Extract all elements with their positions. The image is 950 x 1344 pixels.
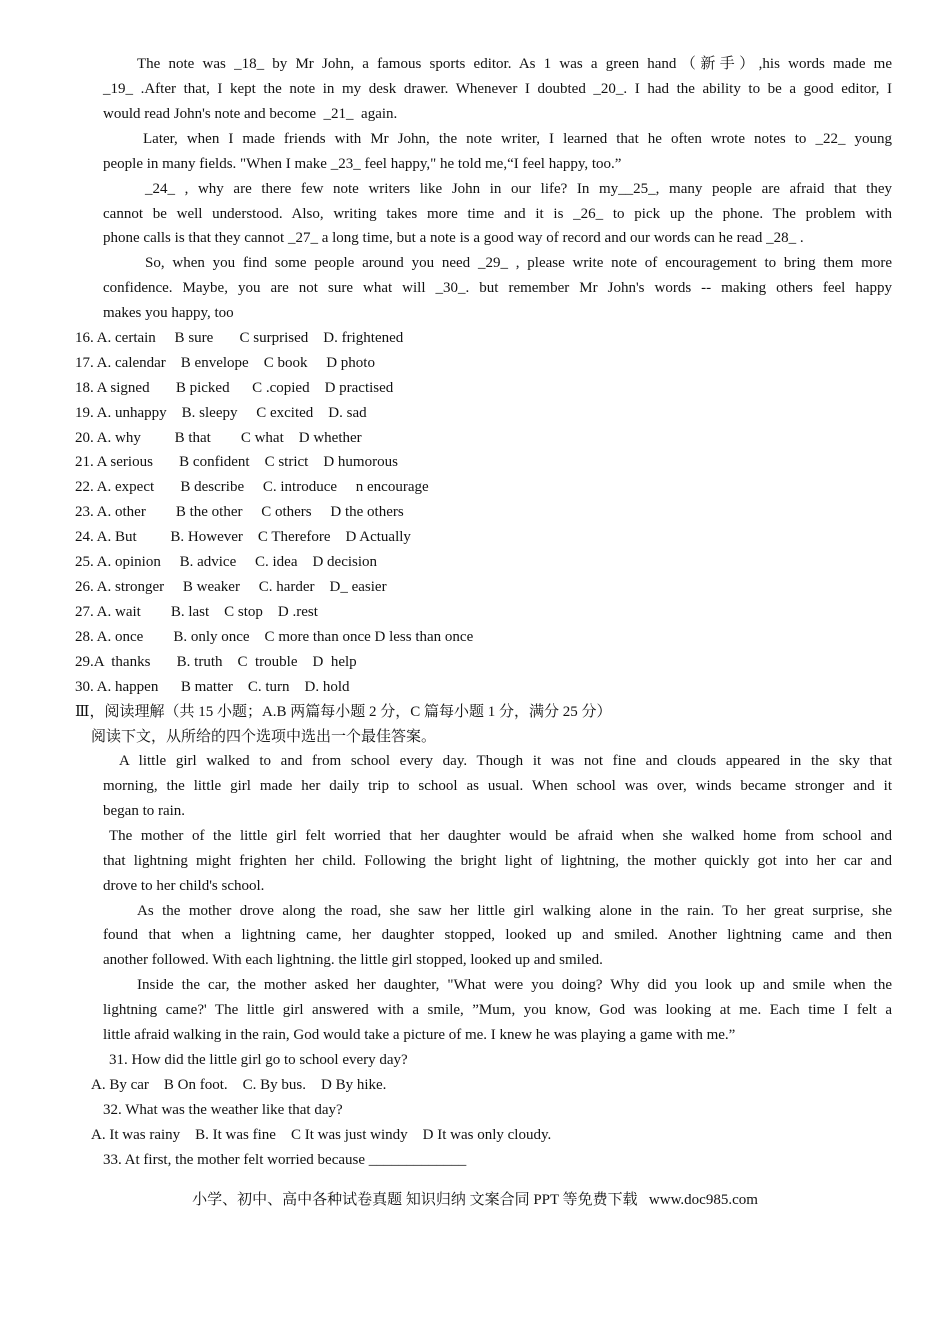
cloze-option-27: 27. A. wait B. last C stop D .rest xyxy=(75,604,318,620)
passage-line: phone calls is that they cannot _27_ a long time, but a note is a good way of record and our words can he read _28_ . xyxy=(103,230,804,246)
reading-line: that lightning might frighten her child. Following the bright light of lightning, the mother quickly got into her car and xyxy=(103,853,892,869)
reading-line: drove to her child's school. xyxy=(103,878,265,894)
cloze-option-19: 19. A. unhappy B. sleepy C excited D. sad xyxy=(75,405,367,421)
question-31-options: A. By car B On foot. C. By bus. D By hike. xyxy=(91,1077,387,1093)
passage-line: cannot be well understood. Also, writing takes more time and it is _26_ to pick up the phone. The problem with xyxy=(103,206,892,222)
passage-line: So, when you find some people around you need _29_ , please write note of encouragement to bring them more xyxy=(145,255,892,271)
question-33: 33. At first, the mother felt worried because _____________ xyxy=(103,1152,467,1168)
reading-line: A little girl walked to and from school every day. Though it was not fine and clouds appeared in the sky that xyxy=(119,753,892,769)
section-heading: Ⅲ，阅读理解（共 15 小题；A.B 两篇每小题 2 分，C 篇每小题 1 分，满分 25 分） xyxy=(75,704,612,720)
passage-line: makes you happy, too xyxy=(103,305,234,321)
cloze-option-18: 18. A signed B picked C .copied D practised xyxy=(75,380,394,396)
reading-line: The mother of the little girl felt worried that her daughter would be afraid when she walked home from school and xyxy=(109,828,892,844)
passage-line: confidence. Maybe, you are not sure what will _30_. but remember Mr John's words -- making others feel happy xyxy=(103,280,892,296)
cloze-option-17: 17. A. calendar B envelope C book D photo xyxy=(75,355,375,371)
cloze-option-25: 25. A. opinion B. advice C. idea D decision xyxy=(75,554,378,570)
cloze-option-22: 22. A. expect B describe C. introduce n encourage xyxy=(75,479,429,495)
cloze-option-26: 26. A. stronger B weaker C. harder D_ easier xyxy=(75,579,387,595)
question-32-options: A. It was rainy B. It was fine C It was just windy D It was only cloudy. xyxy=(91,1127,552,1143)
passage-line: would read John's note and become _21_ again. xyxy=(103,106,398,122)
reading-line: little afraid walking in the rain, God would take a picture of me. I knew he was playing a game with me.” xyxy=(103,1027,736,1043)
passage-line: Later, when I made friends with Mr John, the note writer, I learned that he often wrote notes to _22_ young xyxy=(143,131,892,147)
cloze-option-24: 24. A. But B. However C Therefore D Actually xyxy=(75,529,411,545)
reading-line: Inside the car, the mother asked her daughter, "What were you doing? Why did you look up and smile when the xyxy=(137,977,892,993)
cloze-option-23: 23. A. other B the other C others D the others xyxy=(75,504,404,520)
page-footer: 小学、初中、高中各种试卷真题 知识归纳 文案合同 PPT 等免费下载 www.doc985.com xyxy=(192,1192,758,1208)
passage-line: _24_ , why are there few note writers like John in our life? In my__25_, many people are afraid that they xyxy=(145,181,892,197)
reading-line: As the mother drove along the road, she saw her little girl walking alone in the rain. To her great surprise, she xyxy=(137,903,892,919)
cloze-option-29: 29.A thanks B. truth C trouble D help xyxy=(75,654,357,670)
passage-line: _19_ .After that, I kept the note in my desk drawer. Whenever I doubted _20_. I had the ability to be a good editor, I xyxy=(103,81,892,97)
question-32: 32. What was the weather like that day? xyxy=(103,1102,343,1118)
question-31: 31. How did the little girl go to school every day? xyxy=(109,1052,408,1068)
cloze-option-21: 21. A serious B confident C strict D humorous xyxy=(75,454,398,470)
passage-line: people in many fields. "When I make _23_ feel happy," he told me,“I feel happy, too.” xyxy=(103,156,622,172)
cloze-option-16: 16. A. certain B sure C surprised D. frightened xyxy=(75,330,404,346)
reading-line: another followed. With each lightning. the little girl stopped, looked up and smiled. xyxy=(103,952,603,968)
reading-line: morning, the little girl made her daily trip to school as usual. When school was over, winds became stronger and it xyxy=(103,778,892,794)
reading-line: found that when a lightning came, her daughter stopped, looked up and smiled. Another lightning came and then xyxy=(103,927,892,943)
passage-line: The note was _18_ by Mr John, a famous sports editor. As 1 was a green hand（新手）,his words made me xyxy=(137,56,892,72)
cloze-option-20: 20. A. why B that C what D whether xyxy=(75,430,362,446)
reading-line: lightning came?' The little girl answered with a smile, ”Mum, you know, God was looking at me. Each time I felt a xyxy=(103,1002,892,1018)
cloze-option-30: 30. A. happen B matter C. turn D. hold xyxy=(75,679,350,695)
reading-line: began to rain. xyxy=(103,803,186,819)
cloze-option-28: 28. A. once B. only once C more than once D less than once xyxy=(75,629,474,645)
section-instruction: 阅读下文，从所给的四个选项中选出一个最佳答案。 xyxy=(91,729,437,745)
